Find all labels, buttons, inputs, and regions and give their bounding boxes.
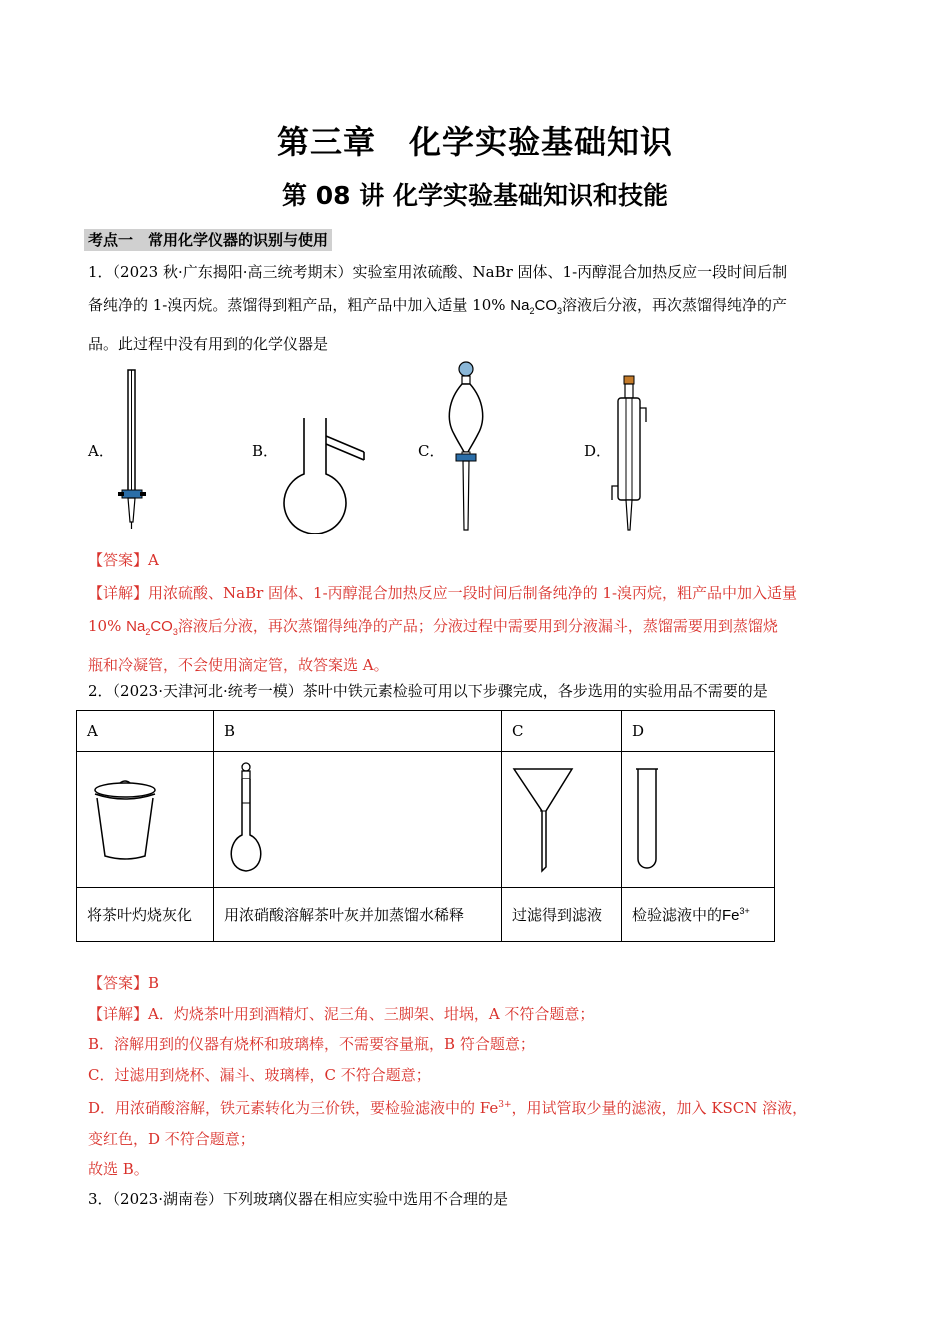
q2-step-b: 用浓硝酸溶解茶叶灰并加蒸馏水稀释	[214, 888, 502, 942]
chapter-title: 第三章 化学实验基础知识	[276, 123, 673, 161]
q2-step-c: 过滤得到滤液	[502, 888, 622, 942]
q2-header-d: D	[622, 711, 775, 752]
na2co3-formula-2	[126, 618, 178, 635]
q1-line2-b: 溶液后分液，再次蒸馏得纯净的产	[562, 296, 788, 314]
q1-answer-block	[88, 544, 868, 682]
q2-cell-volumetric-flask	[214, 752, 502, 888]
q2-step-d	[622, 888, 775, 942]
f-co: CO	[534, 297, 557, 314]
q2-step-a: 将茶叶灼烧灰化	[77, 888, 214, 942]
option-d-label: D．	[584, 442, 612, 460]
q1-detail-2	[88, 610, 868, 649]
f-na: Na	[510, 297, 530, 314]
option-c-label: C．	[418, 442, 445, 460]
q1-line3: 品。此过程中没有用到的化学仪器是	[88, 335, 329, 353]
q2-detail-5: 变红色，D 不符合题意；	[88, 1129, 255, 1148]
f2-co: CO	[150, 618, 173, 635]
distillation-flask-icon	[276, 414, 376, 534]
burette-icon	[112, 366, 152, 532]
q2-detail-4-sup: 3+	[498, 1100, 512, 1110]
f2-na: Na	[126, 618, 146, 635]
q2-answer: 【答案】B	[88, 974, 160, 992]
fe3-ion	[722, 907, 750, 924]
separatory-funnel-icon	[442, 360, 492, 536]
q2-detail-6: 故选 B。	[88, 1160, 149, 1178]
q2-detail-2: B．溶解用到的仪器有烧杯和玻璃棒，不需要容量瓶，B 符合题意；	[88, 1035, 535, 1053]
q2-detail-1: 【详解】A．灼烧茶叶用到酒精灯、泥三角、三脚架、坩埚，A 不符合题意；	[88, 1004, 595, 1023]
q2-detail-4-a: D．用浓硝酸溶解，铁元素转化为三价铁，要检验滤液中的 Fe	[88, 1099, 499, 1117]
f-sub2: 2	[529, 306, 535, 316]
q2-cell-crucible	[77, 752, 214, 888]
funnel-icon	[512, 763, 582, 873]
fe-symbol: Fe	[722, 907, 740, 924]
f-sub3: 3	[556, 306, 562, 316]
q2-detail-3: C．过滤用到烧杯、漏斗、玻璃棒，C 不符合题意；	[88, 1065, 431, 1084]
q2-answer-block	[88, 968, 868, 1185]
q1-detail-2-a: 10%	[88, 617, 122, 635]
q2-stem: 2．（2023·天津河北·统考一模）茶叶中铁元素检验可用以下步骤完成，各步选用的实验用品不需要的是	[88, 682, 768, 700]
q1-detail-3: 瓶和冷凝管，不会使用滴定管，故答案选 A。	[88, 656, 389, 674]
q1-detail-1: 【详解】用浓硫酸、NaBr 固体、1-丙醇混合加热反应一段时间后制备纯净的 1-溴丙烷，粗产品中加入适量	[88, 584, 798, 602]
q2-table	[76, 710, 775, 942]
q2-step-d-text: 检验滤液中的	[632, 906, 723, 924]
q2-detail-4	[88, 1090, 868, 1124]
q2-header-c: C	[502, 711, 622, 752]
option-a-label: A．	[88, 442, 114, 460]
q1-stem	[88, 256, 868, 361]
q1-detail-2-b: 溶液后分液，再次蒸馏得纯净的产品；分液过程中需要用到分液漏斗，蒸馏需要用到蒸馏烧	[177, 617, 778, 635]
q2-detail-4-b: ，用试管取少量的滤液，加入 KSCN 溶液，	[511, 1099, 808, 1117]
test-tube-icon	[632, 763, 672, 873]
q3-stem: 3．（2023·湖南卷）下列玻璃仪器在相应实验中选用不合理的是	[88, 1190, 508, 1208]
fe-charge: 3+	[739, 906, 750, 916]
q2-header-b: B	[214, 711, 502, 752]
lesson-title: 第 08 讲 化学实验基础知识和技能	[282, 181, 668, 210]
q2-header-a: A	[77, 711, 214, 752]
volumetric-flask-icon	[224, 759, 284, 877]
q1-answer: 【答案】A	[88, 551, 159, 569]
condenser-icon	[604, 374, 650, 534]
crucible-icon	[87, 770, 163, 866]
q1-line1: 1．（2023 秋·广东揭阳·高三统考期末）实验室用浓硫酸、NaBr 固体、1-丙醇混合加热反应一段时间后制	[88, 263, 788, 281]
f2-sub3: 3	[172, 627, 178, 637]
na2co3-formula	[510, 297, 562, 314]
q2-cell-test-tube	[622, 752, 775, 888]
q1-line2-a: 备纯净的 1-溴丙烷。蒸馏得到粗产品，粗产品中加入适量 10%	[88, 296, 506, 314]
q2-cell-funnel	[502, 752, 622, 888]
section-heading: 考点一 常用化学仪器的识别与使用	[84, 229, 332, 251]
f2-sub2: 2	[145, 627, 151, 637]
q1-line2	[88, 289, 868, 328]
option-b-label: B．	[252, 442, 279, 460]
